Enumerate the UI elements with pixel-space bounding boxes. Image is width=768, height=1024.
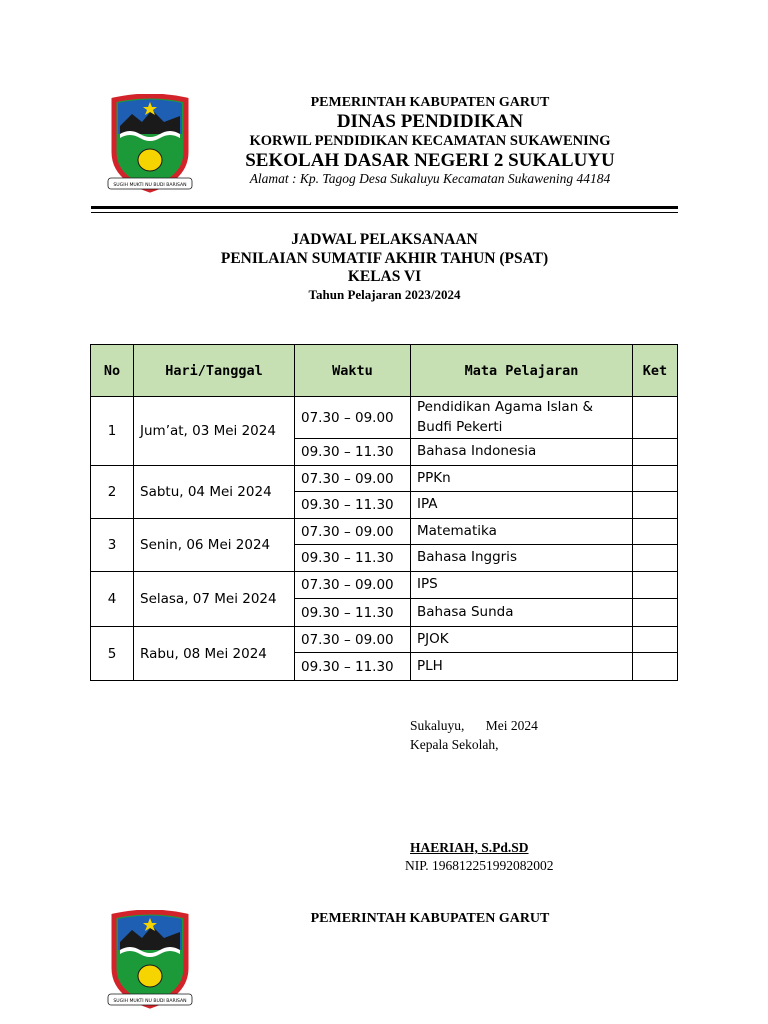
row-no: 3 xyxy=(91,519,134,572)
row-ket xyxy=(633,599,678,627)
row-time: 09.30 – 11.30 xyxy=(295,439,411,466)
row-subject: Matematika xyxy=(411,519,633,545)
logo-motto: SUGIH MUKTI NU BUDI BARISAN xyxy=(113,999,187,1004)
header-time: Waktu xyxy=(295,345,411,397)
row-subject: Bahasa Indonesia xyxy=(411,439,633,466)
divider-thin xyxy=(91,212,678,213)
garut-logo xyxy=(106,910,194,1012)
signature-place: Sukaluyu, xyxy=(410,718,465,733)
table-header-row xyxy=(91,345,678,397)
row-date: Rabu, 08 Mei 2024 xyxy=(134,627,295,681)
row-ket xyxy=(633,572,678,599)
row-time: 09.30 – 11.30 xyxy=(295,492,411,519)
row-subject: PJOK xyxy=(411,627,633,653)
school-address: Alamat : Kp. Tagog Desa Sukaluyu Kecamatan Sukawening 44184 xyxy=(249,171,611,187)
title-line-1: JADWAL PELAKSANAAN xyxy=(291,231,478,248)
garut-logo xyxy=(106,94,194,196)
row-no: 4 xyxy=(91,572,134,627)
title-line-2: PENILAIAN SUMATIF AKHIR TAHUN (PSAT) xyxy=(220,249,549,267)
row-subject: IPS xyxy=(411,572,633,599)
row-subject: Bahasa Sunda xyxy=(411,599,633,627)
schedule-table xyxy=(90,344,678,681)
document-title xyxy=(91,231,678,302)
row-ket xyxy=(633,627,678,653)
letterhead-page-2 xyxy=(200,911,660,927)
signature-place-date xyxy=(410,718,538,734)
row-date: Sabtu, 04 Mei 2024 xyxy=(134,466,295,519)
row-subject: Bahasa Inggris xyxy=(411,545,633,572)
letterhead xyxy=(200,95,660,187)
table-row xyxy=(91,466,678,492)
row-time: 07.30 – 09.00 xyxy=(295,627,411,653)
korwil-name: KORWIL PENDIDIKAN KECAMATAN SUKAWENING xyxy=(249,132,611,149)
row-ket xyxy=(633,439,678,466)
signature-date: Mei 2024 xyxy=(485,718,538,733)
divider-thick xyxy=(91,206,678,209)
row-time: 09.30 – 11.30 xyxy=(295,653,411,681)
row-time: 07.30 – 09.00 xyxy=(295,519,411,545)
table-row xyxy=(91,397,678,439)
regency-name: PEMERINTAH KABUPATEN GARUT xyxy=(310,911,550,926)
row-time: 07.30 – 09.00 xyxy=(295,466,411,492)
table-row xyxy=(91,572,678,599)
table-row xyxy=(91,627,678,653)
regency-name: PEMERINTAH KABUPATEN GARUT xyxy=(310,95,550,110)
row-subject: IPA xyxy=(411,492,633,519)
header-no: No xyxy=(91,345,134,397)
row-ket xyxy=(633,653,678,681)
row-time: 09.30 – 11.30 xyxy=(295,599,411,627)
row-ket xyxy=(633,545,678,572)
row-date: Senin, 06 Mei 2024 xyxy=(134,519,295,572)
title-line-3: KELAS VI xyxy=(347,268,422,286)
signature-name: HAERIAH, S.Pd.SD xyxy=(410,840,529,855)
school-name: SEKOLAH DASAR NEGERI 2 SUKALUYU xyxy=(245,149,615,171)
row-subject: PPKn xyxy=(411,466,633,492)
row-time: 09.30 – 11.30 xyxy=(295,545,411,572)
title-line-4: Tahun Pelajaran 2023/2024 xyxy=(308,286,461,302)
row-ket xyxy=(633,519,678,545)
row-date: Jum’at, 03 Mei 2024 xyxy=(134,397,295,466)
header-ket: Ket xyxy=(633,345,678,397)
logo-motto: SUGIH MUKTI NU BUDI BARISAN xyxy=(113,183,187,188)
header-subject: Mata Pelajaran xyxy=(411,345,633,397)
row-no: 1 xyxy=(91,397,134,466)
row-time: 07.30 – 09.00 xyxy=(295,572,411,599)
row-date: Selasa, 07 Mei 2024 xyxy=(134,572,295,627)
office-name: DINAS PENDIDIKAN xyxy=(336,111,524,133)
row-ket xyxy=(633,397,678,439)
signature-nip: NIP. 196812251992082002 xyxy=(405,858,554,873)
row-subject: PLH xyxy=(411,653,633,681)
row-ket xyxy=(633,466,678,492)
row-time: 07.30 – 09.00 xyxy=(295,397,411,439)
row-no: 5 xyxy=(91,627,134,681)
signature-role: Kepala Sekolah, xyxy=(410,737,499,752)
header-date: Hari/Tanggal xyxy=(134,345,295,397)
row-subject: Pendidikan Agama Islan & Budfi Pekerti xyxy=(411,397,633,439)
row-ket xyxy=(633,492,678,519)
table-row xyxy=(91,519,678,545)
row-no: 2 xyxy=(91,466,134,519)
